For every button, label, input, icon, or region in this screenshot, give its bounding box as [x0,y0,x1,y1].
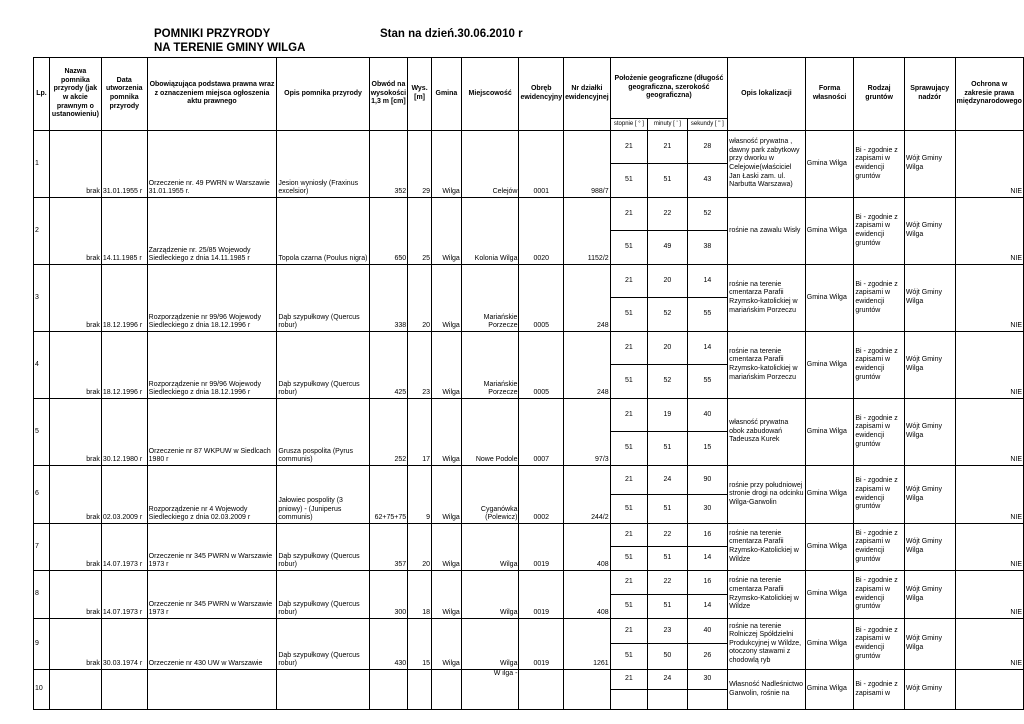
date-cell: 30.12.1980 r [101,399,147,466]
row-number: 5 [34,399,50,466]
plot-number-cell: 408 [564,524,611,571]
intl-protection-cell: NIE [955,399,1023,466]
latitude-seconds: 55 [687,365,728,399]
longitude-minutes: 24 [648,466,687,495]
nazwa-cell: brak [49,524,101,571]
latitude-degrees: 51 [610,432,648,466]
supervisor-cell: Wójt Gminy Wilga [904,619,955,670]
supervisor-cell: Wójt Gminy Wilga [904,571,955,619]
supervisor-cell: Wójt Gminy Wilga [904,466,955,524]
col-polozenie: Położenie geograficzne (długość geograficzna, szerokość geograficzna) [610,58,727,119]
locality-cell: Mariańskie Porzecze [461,265,519,332]
latitude-minutes: 51 [648,595,687,619]
ownership-cell: Gmina Wilga [805,524,854,571]
gmina-cell [431,670,461,710]
intl-protection-cell: NIE [955,571,1023,619]
legal-basis-cell: Orzeczenie nr 87 WKPUW w Siedlcach 1980 r [147,399,277,466]
ownership-cell: Gmina Wilga [805,332,854,399]
col-wys: Wys. [m] [408,58,432,131]
ownership-cell: Gmina Wilga [805,399,854,466]
latitude-minutes: 51 [648,495,687,524]
latitude-seconds: 55 [687,298,728,332]
row-number: 4 [34,332,50,399]
circumference-cell: 650 [369,198,407,265]
row-number: 10 [34,670,50,710]
description-cell: Dąb szypułkowy (Quercus robur) [277,524,369,571]
circumference-cell: 338 [369,265,407,332]
longitude-seconds: 40 [687,399,728,432]
land-type-cell: Bi - zgodnie z zapisami w [854,670,904,710]
document-title: POMNIKI PRZYRODY [154,28,271,40]
longitude-seconds: 14 [687,332,728,365]
longitude-minutes: 22 [648,571,687,595]
document-subtitle: NA TERENIE GMINY WILGA [154,42,306,54]
supervisor-cell: Wójt Gminy Wilga [904,332,955,399]
description-cell [277,670,369,710]
table-row [34,131,1024,164]
nazwa-cell: brak [49,619,101,670]
latitude-degrees: 51 [610,164,648,198]
col-stopnie: stopnie [ ° ] [610,119,648,131]
col-obwod: Obwód na wysokości 1,3 m [cm] [369,58,407,131]
legal-basis-cell: Zarządzenie nr. 25/85 Wojewody Siedleckiego z dnia 14.11.1985 r [147,198,277,265]
longitude-minutes: 23 [648,619,687,644]
longitude-degrees: 21 [610,198,648,231]
latitude-minutes: 52 [648,365,687,399]
location-description-cell: rośnie na terenie Rolniczej Spółdzielni Produkcyjnej w Wildze, otoczony stawami z chodowlą ryb [728,619,806,670]
supervisor-cell: Wójt Gminy Wilga [904,399,955,466]
precinct-cell [519,670,564,710]
location-description-cell: własność prywatna obok zabudowań Tadeusza Kurek [728,399,806,466]
row-number: 6 [34,466,50,524]
latitude-seconds: 26 [687,644,728,670]
legal-basis-cell: Orzeczenie nr 345 PWRN w Warszawie 1973 r [147,524,277,571]
precinct-cell: 0001 [519,131,564,198]
longitude-seconds: 14 [687,265,728,298]
supervisor-cell: Wójt Gminy Wilga [904,198,955,265]
supervisor-cell: Wójt Gminy Wilga [904,524,955,571]
latitude-minutes: 51 [648,164,687,198]
col-nr-dzialki: Nr działki ewidencyjnej [564,58,611,131]
longitude-degrees: 21 [610,670,648,690]
locality-cell: Wilga [461,571,519,619]
land-type-cell: Bi - zgodnie z zapisami w ewidencji gruntów [854,619,904,670]
col-podstawa: Obowiązująca podstawa prawna wraz z oznaczeniem miejsca ogłoszenia aktu prawnego [147,58,277,131]
col-forma: Forma własności [805,58,854,131]
plot-number-cell: 988/7 [564,131,611,198]
plot-number-cell: 1261 [564,619,611,670]
latitude-degrees: 51 [610,365,648,399]
ownership-cell: Gmina Wilga [805,265,854,332]
description-cell: Dąb szypułkowy (Quercus robur) [277,619,369,670]
gmina-cell: Wilga [431,198,461,265]
longitude-degrees: 21 [610,571,648,595]
table-row [34,670,1024,690]
intl-protection-cell: NIE [955,619,1023,670]
legal-basis-cell [147,670,277,710]
longitude-degrees: 21 [610,332,648,365]
legal-basis-cell: Orzeczenie nr 345 PWRN w Warszawie 1973 r [147,571,277,619]
longitude-seconds: 90 [687,466,728,495]
intl-protection-cell: NIE [955,466,1023,524]
plot-number-cell: 244/2 [564,466,611,524]
longitude-minutes: 21 [648,131,687,164]
latitude-minutes: 49 [648,231,687,265]
longitude-degrees: 21 [610,619,648,644]
col-lp: Lp. [34,58,50,131]
intl-protection-cell: NIE [955,265,1023,332]
longitude-seconds: 16 [687,571,728,595]
col-rodzaj: Rodzaj gruntów [854,58,904,131]
precinct-cell: 0019 [519,619,564,670]
nazwa-cell: brak [49,131,101,198]
col-opis: Opis pomnika przyrody [277,58,369,131]
circumference-cell [369,670,407,710]
longitude-minutes: 20 [648,265,687,298]
nazwa-cell: brak [49,466,101,524]
table-row [34,265,1024,298]
location-description-cell: rośnie na terenie cmentarza Parafii Rzymsko-Katolickiej w Wildze [728,571,806,619]
gmina-cell: Wilga [431,265,461,332]
latitude-degrees: 51 [610,547,648,571]
location-description-cell: rośnie na zawalu Wisły [728,198,806,265]
table-row [34,332,1024,365]
latitude-seconds: 14 [687,595,728,619]
precinct-cell: 0020 [519,198,564,265]
latitude-degrees: 51 [610,495,648,524]
circumference-cell: 62+75+75 [369,466,407,524]
circumference-cell: 300 [369,571,407,619]
table-row [34,198,1024,231]
land-type-cell: Bi - zgodnie z zapisami w ewidencji gruntów [854,466,904,524]
date-cell: 02.03.2009 r [101,466,147,524]
locality-cell: Nowe Podole [461,399,519,466]
latitude-degrees: 51 [610,595,648,619]
location-description-cell: rośnie na terenie cmentarza Parafii Rzymsko-Katolickiej w Wildze [728,524,806,571]
height-cell: 20 [408,524,432,571]
ownership-cell: Gmina Wilga [805,131,854,198]
col-minuty: minuty [ ' ] [648,119,687,131]
row-number: 3 [34,265,50,332]
row-number: 2 [34,198,50,265]
gmina-cell: Wilga [431,619,461,670]
col-miejscowosc: Miejscowość [461,58,519,131]
table-row [34,571,1024,595]
nazwa-cell: brak [49,265,101,332]
gmina-cell: Wilga [431,466,461,524]
description-cell: Dąb szypułkowy (Quercus robur) [277,265,369,332]
height-cell: 9 [408,466,432,524]
legal-basis-cell: Rozporządzenie nr 4 Wojewody Siedleckiego z dnia 02.03.2009 r [147,466,277,524]
circumference-cell: 252 [369,399,407,466]
row-number: 1 [34,131,50,198]
description-cell: Jesion wyniosły (Fraxinus excelsior) [277,131,369,198]
longitude-degrees: 21 [610,466,648,495]
date-cell: 14.11.1985 r [101,198,147,265]
latitude-minutes: 51 [648,432,687,466]
latitude-minutes: 52 [648,298,687,332]
table-row [34,619,1024,644]
latitude-seconds: 38 [687,231,728,265]
land-type-cell: Bi - zgodnie z zapisami w ewidencji gruntów [854,399,904,466]
intl-protection-cell: NIE [955,524,1023,571]
height-cell: 29 [408,131,432,198]
monuments-table [33,57,1024,710]
table-row [34,399,1024,432]
gmina-cell: Wilga [431,131,461,198]
gmina-cell: Wilga [431,399,461,466]
legal-basis-cell: Orzeczenie nr. 49 PWRN w Warszawie 31.01.1955 r. [147,131,277,198]
plot-number-cell: 1152/2 [564,198,611,265]
nazwa-cell: brak [49,332,101,399]
legal-basis-cell: Orzeczenie nr 430 UW w Warszawie [147,619,277,670]
longitude-degrees: 21 [610,524,648,547]
gmina-cell: Wilga [431,524,461,571]
date-cell: 14.07.1973 r [101,571,147,619]
nazwa-cell: brak [49,198,101,265]
locality-cell: W ilga - [461,670,519,710]
legal-basis-cell: Rozporządzenie nr 99/96 Wojewody Siedleckiego z dnia 18.12.1996 r [147,332,277,399]
col-nazwa: Nazwa pomnika przyrody (jak w akcie prawnym o ustanowieniu) [49,58,101,131]
latitude-degrees [610,690,648,710]
date-cell: 14.07.1973 r [101,524,147,571]
locality-cell: Wilga [461,619,519,670]
nazwa-cell: brak [49,399,101,466]
intl-protection-cell [955,670,1023,710]
circumference-cell: 352 [369,131,407,198]
plot-number-cell: 248 [564,332,611,399]
date-cell: 30.03.1974 r [101,619,147,670]
date-cell: 18.12.1996 r [101,332,147,399]
description-cell: Jałowiec pospolity (3 pniowy) - (Juniperus communis) [277,466,369,524]
latitude-seconds [687,690,728,710]
location-description-cell: rośnie na terenie cmentarza Parafii Rzymsko-katolickiej w mariańskim Porzeczu [728,332,806,399]
height-cell: 17 [408,399,432,466]
intl-protection-cell: NIE [955,131,1023,198]
ownership-cell: Gmina Wilga [805,670,854,710]
location-description-cell: rośnie na terenie cmentarza Parafii Rzymsko-katolickiej w mariańskim Porzeczu [728,265,806,332]
circumference-cell: 425 [369,332,407,399]
land-type-cell: Bi - zgodnie z zapisami w ewidencji gruntów [854,332,904,399]
gmina-cell: Wilga [431,571,461,619]
locality-cell: Wilga [461,524,519,571]
row-number: 7 [34,524,50,571]
latitude-minutes [648,690,687,710]
supervisor-cell: Wójt Gminy Wilga [904,265,955,332]
longitude-seconds: 30 [687,670,728,690]
col-obreb: Obręb ewidencyjny [519,58,564,131]
circumference-cell: 357 [369,524,407,571]
latitude-seconds: 14 [687,547,728,571]
plot-number-cell: 97/3 [564,399,611,466]
latitude-seconds: 15 [687,432,728,466]
land-type-cell: Bi - zgodnie z zapisami w ewidencji gruntów [854,198,904,265]
date-cell: 31.01.1955 r [101,131,147,198]
location-description-cell: Własność Nadleśnictwo Garwolin, rośnie na [728,670,806,710]
land-type-cell: Bi - zgodnie z zapisami w ewidencji gruntów [854,571,904,619]
location-description-cell: własność prywatna , dawny park zabytkowy przy dworku w Celejowie(właściciel Jan Łaski zam. ul. Narbutta Warszawa) [728,131,806,198]
precinct-cell: 0005 [519,265,564,332]
ownership-cell: Gmina Wilga [805,619,854,670]
precinct-cell: 0019 [519,571,564,619]
height-cell: 15 [408,619,432,670]
height-cell: 18 [408,571,432,619]
longitude-seconds: 28 [687,131,728,164]
longitude-minutes: 22 [648,524,687,547]
col-sekundy: sekundy [ '' ] [687,119,728,131]
circumference-cell: 430 [369,619,407,670]
plot-number-cell [564,670,611,710]
description-cell: Topola czarna (Poulus nigra) [277,198,369,265]
longitude-minutes: 19 [648,399,687,432]
ownership-cell: Gmina Wilga [805,571,854,619]
latitude-minutes: 51 [648,547,687,571]
longitude-seconds: 52 [687,198,728,231]
table-row [34,466,1024,495]
nazwa-cell: brak [49,571,101,619]
date-cell [101,670,147,710]
col-gmina: Gmina [431,58,461,131]
latitude-degrees: 51 [610,298,648,332]
nazwa-cell [49,670,101,710]
col-opis-lokalizacji: Opis lokalizacji [728,58,806,131]
location-description-cell: rośnie przy południowej stronie drogi na odcinku Wilga-Garwolin [728,466,806,524]
height-cell: 23 [408,332,432,399]
description-cell: Dąb szypułkowy (Quercus robur) [277,571,369,619]
locality-cell: Kolonia Wilga [461,198,519,265]
locality-cell: Cyganówka (Polewicz) [461,466,519,524]
col-data: Data utworzenia pomnika przyrody [101,58,147,131]
intl-protection-cell: NIE [955,332,1023,399]
supervisor-cell: Wójt Gminy [904,670,955,710]
ownership-cell: Gmina Wilga [805,198,854,265]
height-cell: 25 [408,198,432,265]
table-row [34,524,1024,547]
precinct-cell: 0005 [519,332,564,399]
longitude-seconds: 16 [687,524,728,547]
longitude-seconds: 40 [687,619,728,644]
status-date: Stan na dzień.30.06.2010 r [380,28,523,40]
latitude-seconds: 30 [687,495,728,524]
precinct-cell: 0019 [519,524,564,571]
latitude-degrees: 51 [610,231,648,265]
longitude-minutes: 20 [648,332,687,365]
ownership-cell: Gmina Wilga [805,466,854,524]
land-type-cell: Bi - zgodnie z zapisami w ewidencji gruntów [854,265,904,332]
height-cell [408,670,432,710]
description-cell: Grusza pospolita (Pyrus communis) [277,399,369,466]
col-ochrona: Ochrona w zakresie prawa międzynarodowego [955,58,1023,131]
longitude-degrees: 21 [610,399,648,432]
row-number: 8 [34,571,50,619]
precinct-cell: 0002 [519,466,564,524]
land-type-cell: Bi - zgodnie z zapisami w ewidencji gruntów [854,524,904,571]
latitude-degrees: 51 [610,644,648,670]
date-cell: 18.12.1996 r [101,265,147,332]
locality-cell: Celejów [461,131,519,198]
longitude-degrees: 21 [610,131,648,164]
col-nadzor: Sprawujący nadzór [904,58,955,131]
height-cell: 20 [408,265,432,332]
legal-basis-cell: Rozporządzenie nr 99/96 Wojewody Siedleckiego z dnia 18.12.1996 r [147,265,277,332]
precinct-cell: 0007 [519,399,564,466]
plot-number-cell: 408 [564,571,611,619]
latitude-seconds: 43 [687,164,728,198]
land-type-cell: Bi - zgodnie z zapisami w ewidencji gruntów [854,131,904,198]
description-cell: Dąb szypułkowy (Quercus robur) [277,332,369,399]
longitude-minutes: 22 [648,198,687,231]
longitude-minutes: 24 [648,670,687,690]
latitude-minutes: 50 [648,644,687,670]
intl-protection-cell: NIE [955,198,1023,265]
gmina-cell: Wilga [431,332,461,399]
supervisor-cell: Wójt Gminy Wilga [904,131,955,198]
locality-cell: Mariańskie Porzecze [461,332,519,399]
longitude-degrees: 21 [610,265,648,298]
plot-number-cell: 248 [564,265,611,332]
row-number: 9 [34,619,50,670]
